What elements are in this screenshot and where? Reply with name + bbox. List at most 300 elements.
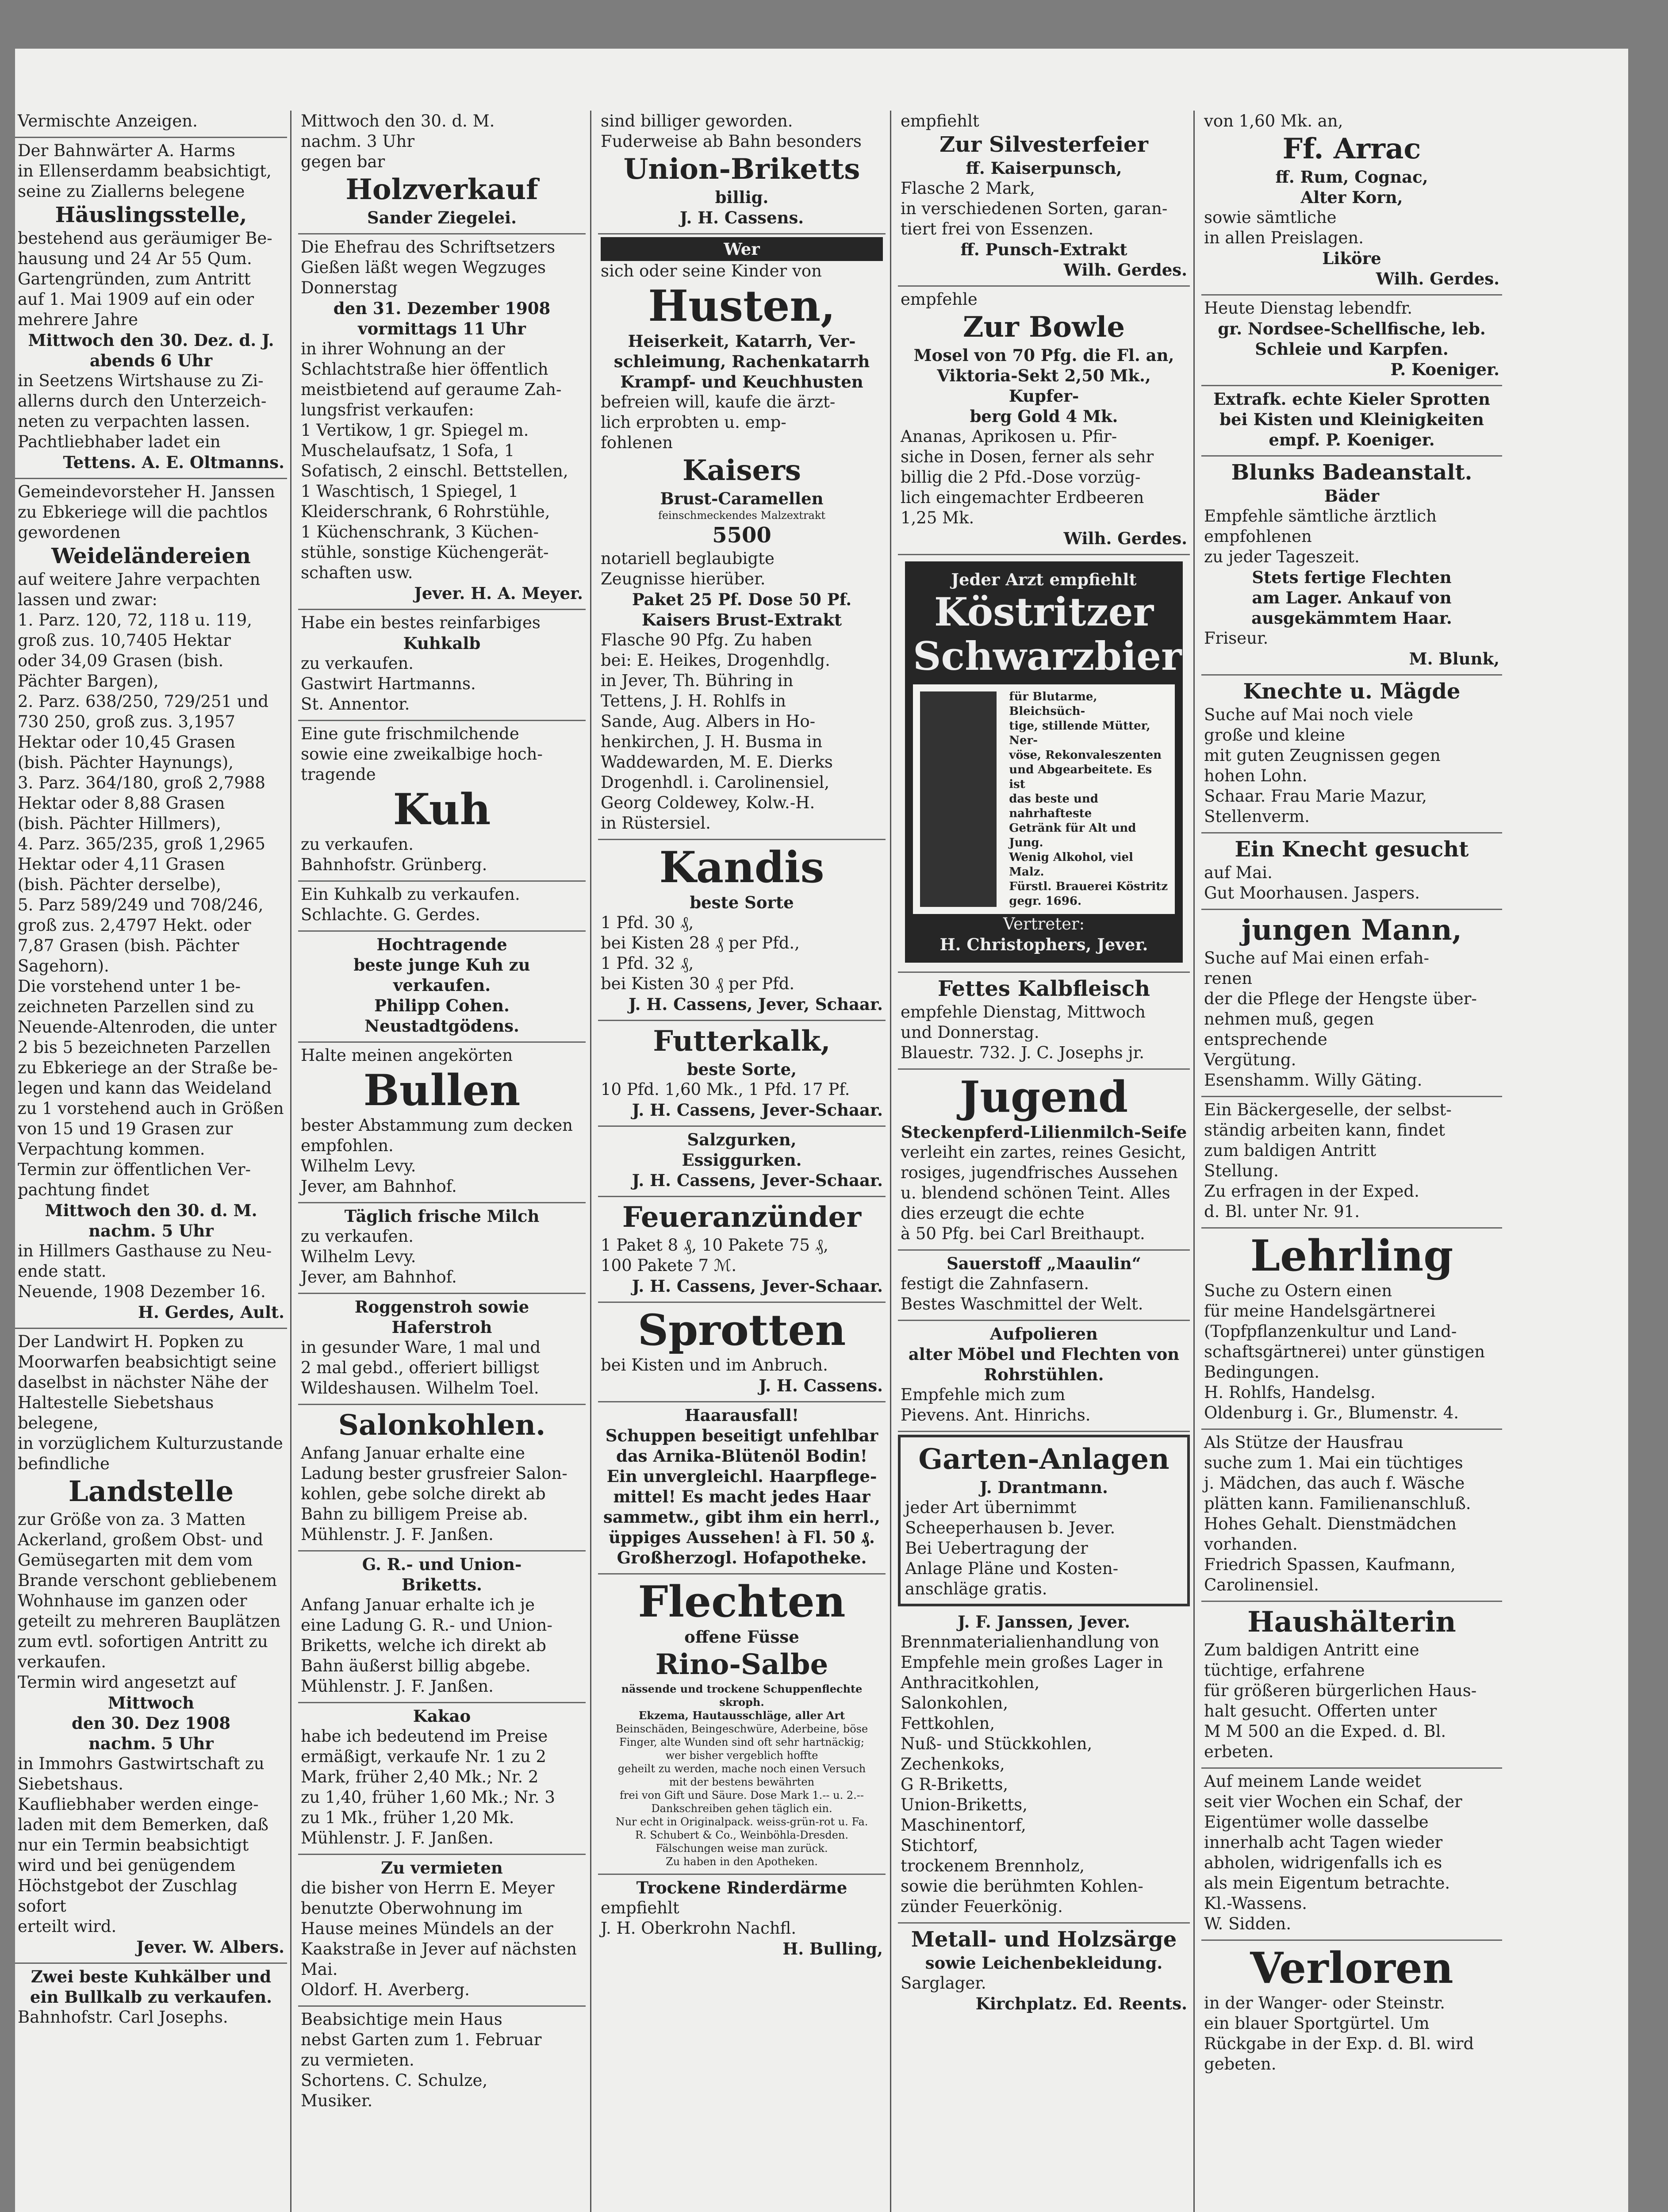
ad-bold-line: berg Gold 4 Mk. — [970, 407, 1118, 426]
ad-text: Kaisers — [683, 454, 801, 487]
ad-text-line: zu Ebkeriege will die pachtlos — [18, 503, 268, 522]
advertisement — [898, 1070, 1190, 1251]
ad-headline: Sprotten — [637, 1305, 846, 1355]
ad-text-line: fohlenen — [601, 433, 673, 452]
ad-bold-line: Aufpolieren — [990, 1324, 1098, 1344]
advertisement — [898, 1321, 1190, 1432]
ad-text-line: Stichtorf, — [901, 1836, 978, 1855]
ad-text-line: Flasche 90 Pfg. Zu haben — [601, 630, 813, 649]
ad-text-line: 3. Parz. 364/180, groß 2,7988 — [18, 773, 265, 792]
advertisement — [598, 1402, 886, 1575]
ad-text-line: innerhalb acht Tagen wieder — [1204, 1833, 1443, 1852]
ad-headline: Verloren — [1250, 1943, 1453, 1993]
advertisement — [1201, 676, 1502, 833]
ad-bold-line: gr. Nordsee-Schellfische, leb. — [1218, 319, 1486, 338]
ad-text-line: geteilt zu mehreren Bauplätzen — [18, 1612, 281, 1631]
ad-text-line: Bahnhofstr. Grünberg. — [301, 855, 487, 874]
ad-text-line: zünder Feuerkönig. — [901, 1897, 1063, 1916]
advertisement — [1201, 1602, 1502, 1769]
ad-text-line: suche zum 1. Mai ein tüchtiges — [1204, 1453, 1463, 1472]
ad-text-line: Die Ehefrau des Schriftsetzers — [301, 238, 556, 257]
ad-text-line: j. Mädchen, das auch f. Wäsche — [1204, 1474, 1465, 1493]
ad-text-line: die bisher von Herrn E. Meyer — [301, 1878, 555, 1897]
ad-text-line: Georg Coldewey, Kolw.-H. — [601, 793, 815, 812]
ad-text-line: ein blauer Sportgürtel. Um — [1204, 2014, 1430, 2033]
ad-bold-line: Kakao — [413, 1706, 471, 1726]
ad-text-line: empfiehlt — [601, 1898, 679, 1917]
advertisement — [298, 610, 586, 721]
ad-bold-line: ff. Punsch-Extrakt — [960, 240, 1127, 259]
ad-text-line: Siebetshaus. — [18, 1774, 123, 1793]
ad-text-line: 1 Pfd. 32 ₰, — [601, 954, 694, 973]
brand-name: Schwarzbier — [913, 633, 1182, 679]
ad-bold-line: Roggenstroh sowie — [354, 1297, 529, 1317]
ad-headline: Kandis — [659, 842, 824, 892]
advertisement — [898, 108, 1190, 287]
ad-text-line: Kl.-Wassens. — [1204, 1894, 1308, 1913]
ad-signature: J. H. Cassens, Jever-Schaar. — [632, 1276, 883, 1296]
ad-text-line: abholen, widrigenfalls ich es — [1204, 1853, 1442, 1872]
ad-text-line: Zeugnisse hierüber. — [601, 569, 766, 588]
ad-text-line: befreien will, kaufe die ärzt- — [601, 392, 836, 411]
ad-text-line: Vermischte Anzeigen. — [18, 111, 198, 131]
advertisement — [898, 1924, 1190, 2019]
ad-text-line: 1. Parz. 120, 72, 118 u. 119, — [18, 611, 252, 630]
bottle-icon — [920, 691, 997, 907]
ad-text-line: und Abgearbeitete. Es ist — [1009, 763, 1152, 791]
ad-bold-line: mittel! Es macht jedes Haar — [613, 1487, 870, 1506]
ad-text-line: mit guten Zeugnissen gegen — [1204, 746, 1441, 765]
ad-text-line: Termin zur öffentlichen Ver- — [18, 1160, 251, 1179]
ad-text-line: 4. Parz. 365/235, groß 1,2965 — [18, 834, 265, 853]
ad-text-line: bei: E. Heikes, Drogenhdlg. — [601, 651, 830, 670]
ad-bold-line: Rohrstühlen. — [984, 1365, 1104, 1384]
advertisement — [298, 2007, 586, 2116]
ad-headline: Futterkalk, — [653, 1025, 831, 1058]
ad-text-line: Suche auf Mai noch viele — [1204, 705, 1414, 724]
ad-signature: M. Blunk, — [1409, 649, 1499, 668]
ad-text-line: Oldenburg i. Gr., Blumenstr. 4. — [1204, 1403, 1459, 1422]
ad-text-line: legen und kann das Weideland — [18, 1079, 272, 1098]
ad-text-line: Friseur. — [1204, 629, 1269, 648]
ad-text-line: billig die 2 Pfd.-Dose vorzüg- — [901, 468, 1141, 487]
ad-headline: Ff. Arrac — [1282, 132, 1421, 165]
ad-text-line: von 1,60 Mk. an, — [1204, 111, 1343, 131]
ad-text-line: Zu haben in den Apotheken. — [666, 1855, 818, 1868]
ad-text-line: Kleiderschrank, 6 Rohrstühle, — [301, 502, 550, 521]
ad-headline: Kuh — [393, 784, 491, 834]
ad-signature: Kirchplatz. Ed. Reents. — [975, 1994, 1187, 2013]
ad-text-line: Brennmaterialienhandlung von — [901, 1632, 1159, 1651]
ad-bold-line: Bäder — [1324, 486, 1380, 506]
ad-text-line: Kaakstraße in Jever auf nächsten — [301, 1939, 577, 1959]
ad-text-line: ende statt. — [18, 1262, 107, 1281]
ad-text-line: Brande verschont gebliebenem — [18, 1571, 277, 1590]
ad-bold-line: ein Bullkalb zu verkaufen. — [30, 1987, 272, 2007]
ad-signature: P. Koeniger. — [1390, 360, 1499, 379]
ad-text-line: in Immohrs Gastwirtschaft zu — [18, 1754, 265, 1773]
ad-bold-line: verkaufen. — [393, 975, 491, 995]
ad-bold-line: Stets fertige Flechten — [1252, 568, 1452, 587]
ad-text-line: Gartengründen, zum Antritt — [18, 269, 251, 288]
ad-text-line: als mein Eigentum betrachte. — [1204, 1874, 1450, 1893]
ad-bold-line: Täglich frische Milch — [344, 1206, 540, 1226]
ad-text-line: Wilhelm Levy. — [301, 1247, 416, 1266]
ad-text-line: Schaar. Frau Marie Mazur, — [1204, 787, 1427, 806]
ad-text-line: befindliche — [18, 1454, 110, 1473]
ad-text-line: Pachtliebhaber ladet ein — [18, 432, 221, 451]
ad-text-line: Empfehle mich zum — [901, 1385, 1066, 1404]
ad-bold-line: Haferstroh — [391, 1317, 492, 1337]
ad-signature: Tettens. A. E. Oltmanns. — [63, 453, 284, 472]
ad-bold-line: Zwei beste Kuhkälber und — [31, 1967, 272, 1986]
ad-text-line: stühle, sonstige Küchengerät- — [301, 543, 549, 562]
ad-bold-line: nachm. 5 Uhr — [88, 1221, 214, 1240]
advertisement — [598, 1021, 886, 1127]
ad-bold-line: nachm. 5 Uhr — [88, 1734, 214, 1753]
ad-text-line: à 50 Pfg. bei Carl Breithaupt. — [901, 1224, 1145, 1243]
ad-text-line: gewordenen — [18, 523, 121, 542]
ad-headline: Union-Briketts — [623, 153, 860, 186]
ad-text-line: sowie die berühmten Kohlen- — [901, 1877, 1143, 1896]
ad-text-line: Stellung. — [1204, 1161, 1279, 1180]
ad-bold-line: ausgekämmtem Haar. — [1251, 608, 1452, 628]
ad-text-line: lich erprobten u. emp- — [601, 413, 786, 432]
advertisement — [898, 1435, 1190, 1606]
advertisement — [1201, 833, 1502, 910]
advertisement — [298, 882, 586, 932]
ad-text-line: von 15 und 19 Grasen zur — [18, 1119, 233, 1138]
ad-signature: H. Bulling, — [782, 1939, 883, 1959]
ad-text-line: Anfang Januar erhalte eine — [301, 1444, 525, 1463]
ad-text-line: hausung und 24 Ar 55 Qum. — [18, 249, 252, 268]
ad-text-line: Dankschreiben gehen täglich ein. — [651, 1802, 832, 1815]
advertisement — [15, 1329, 287, 1964]
ad-text-line: Beabsichtige mein Haus — [301, 2010, 502, 2029]
ad-text-line: Salonkohlen, — [901, 1694, 1008, 1713]
ad-text: 5500 — [712, 523, 771, 548]
advertisement — [1201, 386, 1502, 457]
advertisement — [898, 1609, 1190, 1924]
ad-text-line: bei Kisten 28 ₰ per Pfd., — [601, 933, 800, 952]
ad-text-line: für meine Handelsgärtnerei — [1204, 1302, 1436, 1321]
ad-text-line: sich oder seine Kinder von — [601, 261, 822, 280]
ad-text-line: auf 1. Mai 1909 auf ein oder — [18, 290, 254, 309]
ad-bold-line: J. F. Janssen, Jever. — [957, 1612, 1131, 1632]
ad-text-line: Esenshamm. Willy Gäting. — [1204, 1071, 1423, 1090]
advertisement — [15, 479, 287, 1329]
advertisement — [898, 1251, 1190, 1321]
ad-text-line: mehrere Jahre — [18, 310, 138, 329]
ad-text-line: Bahn zu billigem Preise ab. — [301, 1505, 528, 1524]
ad-text-line: Rückgabe in der Exp. d. Bl. wird — [1204, 2034, 1474, 2053]
ad-text-line: zu jeder Tageszeit. — [1204, 547, 1360, 566]
ad-text-line: Mühlenstr. J. F. Janßen. — [301, 1828, 494, 1847]
ad-bold-line: beste Sorte — [690, 893, 794, 912]
ad-text-line: Termin wird angesetzt auf — [18, 1673, 236, 1692]
advertisement — [1201, 1229, 1502, 1430]
ad-bold-line: sowie Leichenbekleidung. — [925, 1953, 1163, 1973]
ad-text-line: erbeten. — [1204, 1742, 1274, 1761]
ad-text-line: groß zus. 2,4797 Hekt. oder — [18, 916, 251, 935]
ad-text-line: H. Rohlfs, Handelsg. — [1204, 1383, 1376, 1402]
representative-name: H. Christophers, Jever. — [939, 935, 1148, 954]
ad-text-line: M M 500 an die Exped. d. Bl. — [1204, 1722, 1446, 1741]
ad-text-line: Jever, am Bahnhof. — [301, 1267, 457, 1286]
ad-bold-line: Schuppen beseitigt unfehlbar — [605, 1426, 878, 1445]
ad-text-line: Getränk für Alt und Jung. — [1009, 822, 1136, 849]
ad-headline: Garten-Anlagen — [918, 1443, 1170, 1476]
ad-text-line: habe ich bedeutend im Preise — [301, 1727, 548, 1746]
ad-text-line: Ananas, Aprikosen u. Pfir- — [901, 427, 1117, 446]
ad-text-line: empfohlenen — [1204, 527, 1312, 546]
column-rule — [290, 111, 291, 2212]
ad-bold-line: sammetw., gibt ihm ein herrl., — [603, 1507, 880, 1527]
ad-text-line: Friedrich Spassen, Kaufmann, — [1204, 1555, 1456, 1574]
ad-text-line: große und kleine — [1204, 726, 1345, 745]
ad-text-line: siche in Dosen, ferner als sehr — [901, 447, 1154, 466]
advertisement — [1201, 296, 1502, 386]
ad-text-line: Waddewarden, M. E. Dierks — [601, 753, 833, 772]
ad-text-line: sowie sämtliche — [1204, 208, 1337, 227]
ad-text-line: Schlachtstraße hier öffentlich — [301, 360, 548, 379]
ad-text-line: Zu erfragen in der Exped. — [1204, 1182, 1419, 1201]
ad-text-line: Jever, am Bahnhof. — [301, 1177, 457, 1196]
ad-signature: Jever. W. Albers. — [136, 1937, 284, 1957]
ad-text-line: schaftsgärtnerei) unter günstigen — [1204, 1342, 1485, 1361]
ad-text-line: Kaufliebhaber werden einge- — [18, 1795, 259, 1814]
ad-text-line: Heute Dienstag lebendfr. — [1204, 299, 1413, 318]
ad-text-line: Ekzema, Hautausschläge, aller Art — [638, 1709, 845, 1722]
ad-text-line: 1 Waschtisch, 1 Spiegel, 1 — [301, 482, 519, 501]
ad-text-line: Union-Briketts, — [901, 1795, 1028, 1814]
ad-text-line: sind billiger geworden. — [601, 111, 793, 131]
ad-text-line: tragende — [301, 765, 376, 784]
column-3 — [598, 108, 886, 1964]
ad-headline: Zur Bowle — [962, 311, 1125, 344]
ad-bold-line: den 31. Dezember 1908 — [333, 299, 551, 318]
ad-text-line: der die Pflege der Hengste über- — [1204, 989, 1477, 1008]
ad-bold-line: Mittwoch den 30. d. M. — [45, 1201, 257, 1220]
ad-text-line: Fälschungen weise man zurück. — [656, 1842, 828, 1855]
ad-text-line: nachm. 3 Uhr — [301, 132, 415, 151]
ad-text-line: bestehend aus geräumiger Be- — [18, 229, 272, 248]
ad-text-line: zum baldigen Antritt — [1204, 1141, 1377, 1160]
ad-text-line: Hektar oder 8,88 Grasen — [18, 794, 225, 813]
ad-text-line: Mühlenstr. J. F. Janßen. — [301, 1525, 494, 1544]
ad-text-line: lassen und zwar: — [18, 590, 157, 609]
ad-text-line: Bahn äußerst billig abgebe. — [301, 1656, 531, 1675]
ad-text-line: in vorzüglichem Kulturzustande — [18, 1434, 283, 1453]
ad-headline: Ein Knecht gesucht — [1235, 837, 1469, 862]
ad-text-line: (bish. Pächter Haynungs), — [18, 753, 234, 772]
ad-bold-line: ff. Kaiserpunsch, — [966, 158, 1122, 178]
ad-text-line: (bish. Pächter Hillmers), — [18, 814, 221, 833]
ad-text-line: zu verkaufen. — [301, 654, 414, 673]
ad-headline: Knechte u. Mägde — [1243, 679, 1461, 704]
ad-text-line: Gießen läßt wegen Wegzuges — [301, 258, 546, 277]
ad-bold-line: Haarausfall! — [684, 1406, 799, 1425]
ad-text-line: auf weitere Jahre verpachten — [18, 570, 261, 589]
ad-text-line: henkirchen, J. H. Busma in — [601, 732, 823, 751]
ad-text-line: für Blutarme, Bleichsüch- — [1009, 690, 1097, 718]
ad-text-line: wird und bei genügendem — [18, 1856, 236, 1875]
ad-text-line: Maschinentorf, — [901, 1816, 1026, 1835]
ad-text: Brust-Caramellen — [660, 489, 824, 508]
ad-text-line: daselbst in nächster Nähe der — [18, 1373, 268, 1392]
ad-text-line: frei von Gift und Säure. Dose Mark 1.-- u. 2.-- — [620, 1789, 864, 1801]
advertisement — [898, 287, 1190, 555]
ad-text-line: in Hillmers Gasthause zu Neu- — [18, 1241, 272, 1260]
ad-text-line: Verpachtung kommen. — [18, 1140, 205, 1159]
ad-signature: Jever. H. A. Meyer. — [414, 584, 583, 603]
ad-text-line: zu Ebkeriege an der Straße be- — [18, 1058, 278, 1077]
ad-text-line: Stellenverm. — [1204, 807, 1310, 826]
ad-text-line: das beste und nahrhafteste — [1009, 792, 1098, 820]
ad-text-line: nebst Garten zum 1. Februar — [301, 2030, 542, 2049]
ad-text-line: meistbietend auf geraume Zah- — [301, 380, 562, 399]
ad-text-line: in verschiedenen Sorten, garan- — [901, 199, 1168, 218]
ad-headline: Zur Silvesterfeier — [939, 132, 1148, 157]
ad-text-line: zeichneten Parzellen sind zu — [18, 997, 254, 1016]
ad-signature: Wilh. Gerdes. — [1063, 260, 1187, 280]
ad-text-line: d. Bl. unter Nr. 91. — [1204, 1202, 1360, 1221]
ad-text-line: Haltestelle Siebetshaus belegene, — [18, 1393, 214, 1432]
advertisement — [598, 840, 886, 1021]
ad-text-line: Bestes Waschmittel der Welt. — [901, 1294, 1143, 1313]
ad-bold-line: vormittags 11 Uhr — [358, 319, 526, 338]
advertisement — [298, 721, 586, 882]
ad-text-line: 2. Parz. 638/250, 729/251 und — [18, 692, 269, 711]
ad-text-line: empfiehlt — [901, 111, 979, 131]
ad-text-line: zu verkaufen. — [301, 835, 414, 854]
ad-text-line: in Seetzens Wirtshause zu Zi- — [18, 371, 264, 390]
ad-text-line: festigt die Zahnfasern. — [901, 1274, 1089, 1293]
ad-bold-line: Mosel von 70 Pfg. die Fl. an, — [913, 346, 1174, 365]
ad-text-line: Oldorf. H. Averberg. — [301, 1980, 470, 1999]
ad-text-line: lungsfrist verkaufen: — [301, 400, 474, 419]
ad-signature: J. H. Cassens, Jever-Schaar. — [632, 1100, 883, 1120]
ad-text-line: Gut Moorhausen. Jaspers. — [1204, 883, 1420, 902]
ad-bold-line: Zu vermieten — [381, 1858, 503, 1878]
ad-text-line: Scheeperhausen b. Jever. — [905, 1518, 1116, 1537]
ad-title-bar: Wer — [601, 237, 883, 261]
advertisement — [298, 108, 586, 234]
newspaper-page — [15, 49, 1628, 2212]
ad-text-line: Sagehorn). — [18, 956, 109, 975]
advertisement — [1201, 1941, 1502, 2080]
ad-signature: Wilh. Gerdes. — [1376, 269, 1499, 288]
ad-text-line: G R-Briketts, — [901, 1775, 1008, 1794]
ad-text-line: Ein Kuhkalb zu verkaufen. — [301, 885, 520, 904]
ad-text-line: Wenig Alkohol, viel Malz. — [1009, 851, 1133, 879]
ad-text: feinschmeckendes Malzextrakt — [658, 509, 826, 522]
column-rule — [890, 111, 891, 2212]
ad-bold-line: Trockene Rinderdärme — [636, 1878, 847, 1897]
ad-text-line: Hohes Gehalt. Dienstmädchen — [1204, 1514, 1457, 1533]
ad-headline: Feueranzünder — [622, 1201, 862, 1234]
ad-text-line: gebeten. — [1204, 2055, 1277, 2074]
ad-text-line: in ihrer Wohnung an der — [301, 339, 505, 358]
ad-text-line: Hektar oder 10,45 Grasen — [18, 733, 235, 752]
ad-text-line: 1 Küchenschrank, 3 Küchen- — [301, 522, 539, 541]
ad-text-line: bei Kisten 30 ₰ per Pfd. — [601, 974, 795, 993]
ad-text-line: zur Größe von za. 3 Matten — [18, 1510, 246, 1529]
ad-headline: Holzverkauf — [345, 173, 538, 206]
ad-text-line: tige, stillende Mütter, Ner- — [1009, 719, 1150, 747]
ad-text-line: Höchstgebot der Zuschlag sofort — [18, 1876, 238, 1916]
advertisement — [298, 234, 586, 610]
ad-text-line: Nuß- und Stückkohlen, — [901, 1734, 1093, 1753]
ad-text-line: ermäßigt, verkaufe Nr. 1 zu 2 — [301, 1747, 546, 1766]
ad-text-line: nehmen muß, gegen entsprechende — [1204, 1010, 1374, 1049]
ad-text-line: in Rüstersiel. — [601, 814, 711, 833]
ad-text-line: Bei Uebertragung der — [905, 1539, 1088, 1558]
ad-text-line: bester Abstammung zum decken — [301, 1116, 573, 1135]
ad-text-line: Der Landwirt H. Popken zu — [18, 1332, 244, 1351]
ad-text-line: Beinschäden, Beingeschwüre, Aderbeine, böse — [615, 1723, 868, 1735]
ad-text-line: Vergütung. — [1204, 1050, 1296, 1069]
ad-bold-line: beste junge Kuh zu — [353, 955, 530, 975]
ad-bold-line: bei Kisten und Kleinigkeiten — [1219, 410, 1484, 429]
ad-bold-line: alter Möbel und Flechten von — [908, 1344, 1180, 1364]
ad-signature: J. H. Cassens. — [759, 1376, 883, 1395]
ad-bold-line: Hochtragende — [376, 935, 507, 954]
ad-text-line: Carolinensiel. — [1204, 1575, 1319, 1594]
advertisement — [298, 1855, 586, 2007]
ad-text-line: tiert frei von Essenzen. — [901, 219, 1094, 238]
ad-text-line: zum evtl. sofortigen Antritt zu — [18, 1632, 268, 1651]
advertisement — [298, 932, 586, 1043]
ad-text-line: Fürstl. Brauerei Köstritz — [1009, 880, 1168, 893]
ad-bold-line: offene Füsse — [684, 1627, 799, 1647]
ad-bold-line: Mittwoch den 30. Dez. d. J. — [28, 330, 274, 350]
ad-headline: Jugend — [959, 1072, 1128, 1122]
ad-text-line: eine Ladung G. R.- und Union- — [301, 1616, 552, 1635]
ad-text-line: Moorwarfen beabsichtigt seine — [18, 1352, 276, 1371]
ad-text-line: Halte meinen angekörten — [301, 1046, 513, 1065]
ad-text-line: gegr. 1696. — [1009, 895, 1081, 908]
ad-bold-line: Steckenpferd-Lilienmilch-Seife — [901, 1122, 1187, 1142]
advertisement — [898, 555, 1190, 973]
ad-text-line: in Ellenserdamm beabsichtigt, — [18, 161, 272, 180]
ad-bold-line: Ein unvergleichl. Haarpflege- — [606, 1467, 877, 1486]
column-rule — [590, 111, 591, 2212]
advertisement — [298, 1405, 586, 1551]
advertisement — [598, 234, 886, 840]
ad-text-line: Zum baldigen Antritt eine — [1204, 1640, 1419, 1659]
advertisement — [898, 973, 1190, 1070]
ad-text-line: Fuderweise ab Bahn besonders — [601, 132, 862, 151]
ad-bold-line: ff. Rum, Cognac, — [1275, 167, 1428, 187]
ad-text-line: Nur echt in Originalpack. weiss-grün-rot u. Fa. — [615, 1816, 868, 1828]
ad-text-line: bei Kisten und im Anbruch. — [601, 1356, 828, 1375]
ad-text-line: ständig arbeiten kann, findet — [1204, 1121, 1445, 1140]
ad-text-line: Pächter Bargen), — [18, 672, 159, 691]
ad-text-line: zu vermieten. — [301, 2051, 414, 2070]
ad-text-line: u. blendend schönen Teint. Alles — [901, 1183, 1170, 1202]
ad-text-line: 1 Vertikow, 1 gr. Spiegel m. — [301, 421, 529, 440]
advertisement — [598, 1303, 886, 1402]
ad-bold-line: Kaisers Brust-Extrakt — [641, 610, 842, 630]
ad-text-line: Suche zu Ostern einen — [1204, 1281, 1392, 1300]
ad-headline: Lehrling — [1250, 1231, 1453, 1281]
advertisement — [598, 1127, 886, 1197]
ad-text-line: (bish. Pächter derselbe), — [18, 875, 222, 894]
advertisement — [15, 108, 287, 138]
ad-text-line: 10 Pfd. 1,60 Mk., 1 Pfd. 17 Pf. — [601, 1080, 850, 1099]
ad-bold-line: empf. P. Koeniger. — [1269, 430, 1435, 449]
